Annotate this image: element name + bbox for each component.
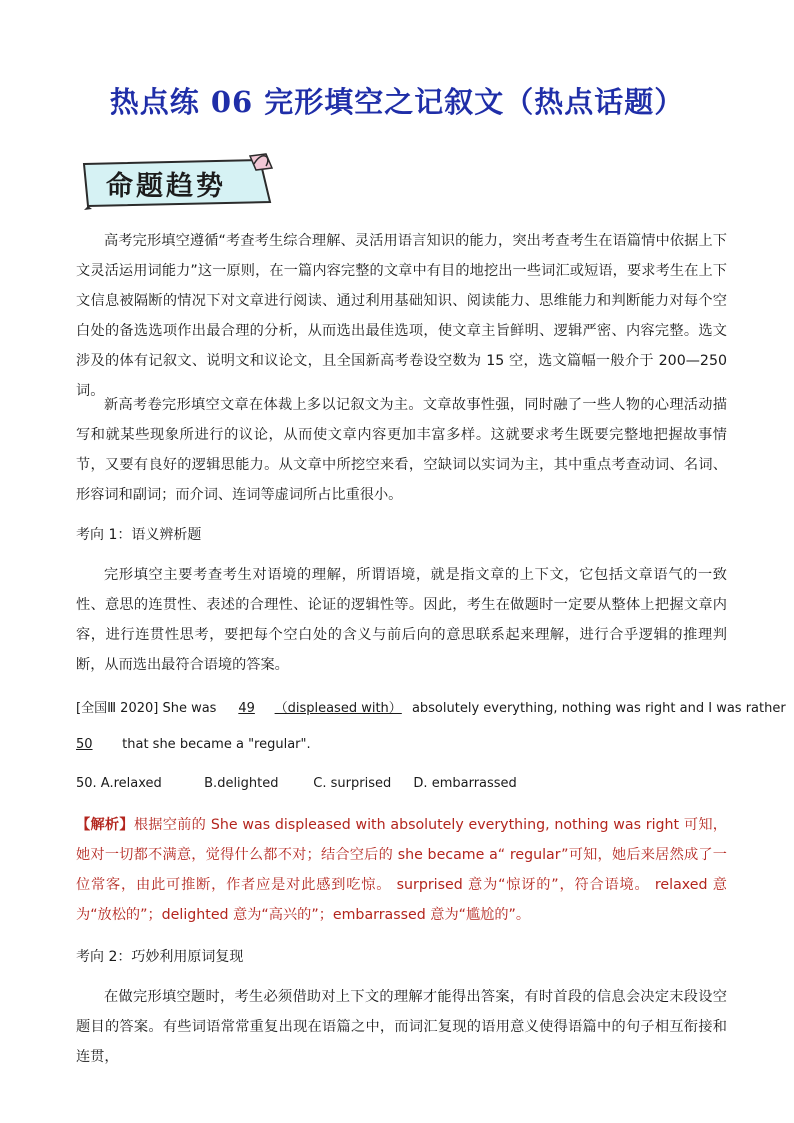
blank-49: 49 [238, 701, 255, 716]
section-badge [80, 150, 276, 212]
example-sentence-line-1 [76, 697, 786, 716]
blank-50: 50 [76, 737, 93, 752]
section-paragraph-2: 在做完形填空题时，考生必须借助对上下文的理解才能得出答案，有时首段的信息会决定末段设空题目的答案。有些词语常常重复出现在语篇之中，而词汇复现的语用意义使得语篇中的句子相互衔接和连贯， [76, 989, 727, 1065]
analysis-text: 根据空前的 She was displeased with absolutely everything, nothing was right 可知，她对一切都不满意，觉得什么都不对；结合空后的 she became a“ regular”可知，她后来居然成了一位常客，由此可推断，作者应是对此感到吃惊。 surprised 意为“惊讶的”，符合语境。 relaxed 意为“放松的”；delighted 意为“高兴的”；embarrassed 意为“尴尬的”。 [76, 817, 727, 923]
intro-paragraph-2: 新高考卷完形填空文章在体裁上多以记叙文为主。文章故事性强，同时融了一些人物的心理活动描写和就某些现象所进行的议论，从而使文章内容更加丰富多样。这就要求考生既要完整地把握故事情节，又要有良好的逻辑思能力。从文章中所挖空来看，空缺词以实词为主，其中重点考查动词、名词、形容词和副词；而介词、连词等虚词所占比重很小。 [76, 397, 727, 503]
option-c: C. surprised [313, 776, 392, 791]
section-heading-2: 考向 2：巧妙利用原词复现 [76, 949, 244, 965]
example-sentence-line-2 [76, 737, 311, 752]
option-d: D. embarrassed [413, 776, 517, 791]
option-b: B.delighted [204, 776, 279, 791]
example-rest-2: that she became a "regular". [122, 737, 311, 752]
example-source: [全国Ⅲ 2020] She was [76, 701, 217, 716]
page-title: 热点练 06 完形填空之记叙文（热点话题） [109, 85, 685, 119]
example-rest-1: absolutely everything, nothing was right and I was rather [411, 701, 786, 716]
analysis-paragraph [76, 810, 727, 930]
section-paragraph-1: 完形填空主要考查考生对语境的理解，所谓语境，就是指文章的上下文，它包括文章语气的一致性、意思的连贯性、表述的合理性、论证的逻辑性等。因此，考生在做题时一定要从整体上把握文章内容，进行连贯性思考，要把每个空白处的含义与前后向的意思联系起来理解，进行合乎逻辑的推理判断，从而选出最符合语境的答案。 [76, 567, 727, 673]
answer-options [76, 776, 517, 791]
intro-paragraph-1: 高考完形填空遵循“考查考生综合理解、灵活用语言知识的能力，突出考查考生在语篇情中依据上下文灵活运用词能力”这一原则，在一篇内容完整的文章中有目的地挖出一些词汇或短语，要求考生在上下文信息被隔断的情况下对文章进行阅读、通过利用基础知识、阅读能力、思维能力和判断能力对每个空白处的备选选项作出最合理的分析，从而选出最佳选项，使文章主旨鲜明、逻辑严密、内容完整。选文涉及的体有记叙文、说明文和议论文，且全国新高考卷设空数为 15 空，选文篇幅一般介于 200—250 词。 [76, 233, 727, 399]
badge-label: 命题趋势 [106, 171, 226, 202]
blank-49-hint: （displeased with） [274, 701, 402, 716]
section-heading-1: 考向 1：语义辨析题 [76, 527, 202, 543]
analysis-tag: 【解析】 [76, 817, 134, 833]
option-a: 50. A.relaxed [76, 776, 162, 791]
